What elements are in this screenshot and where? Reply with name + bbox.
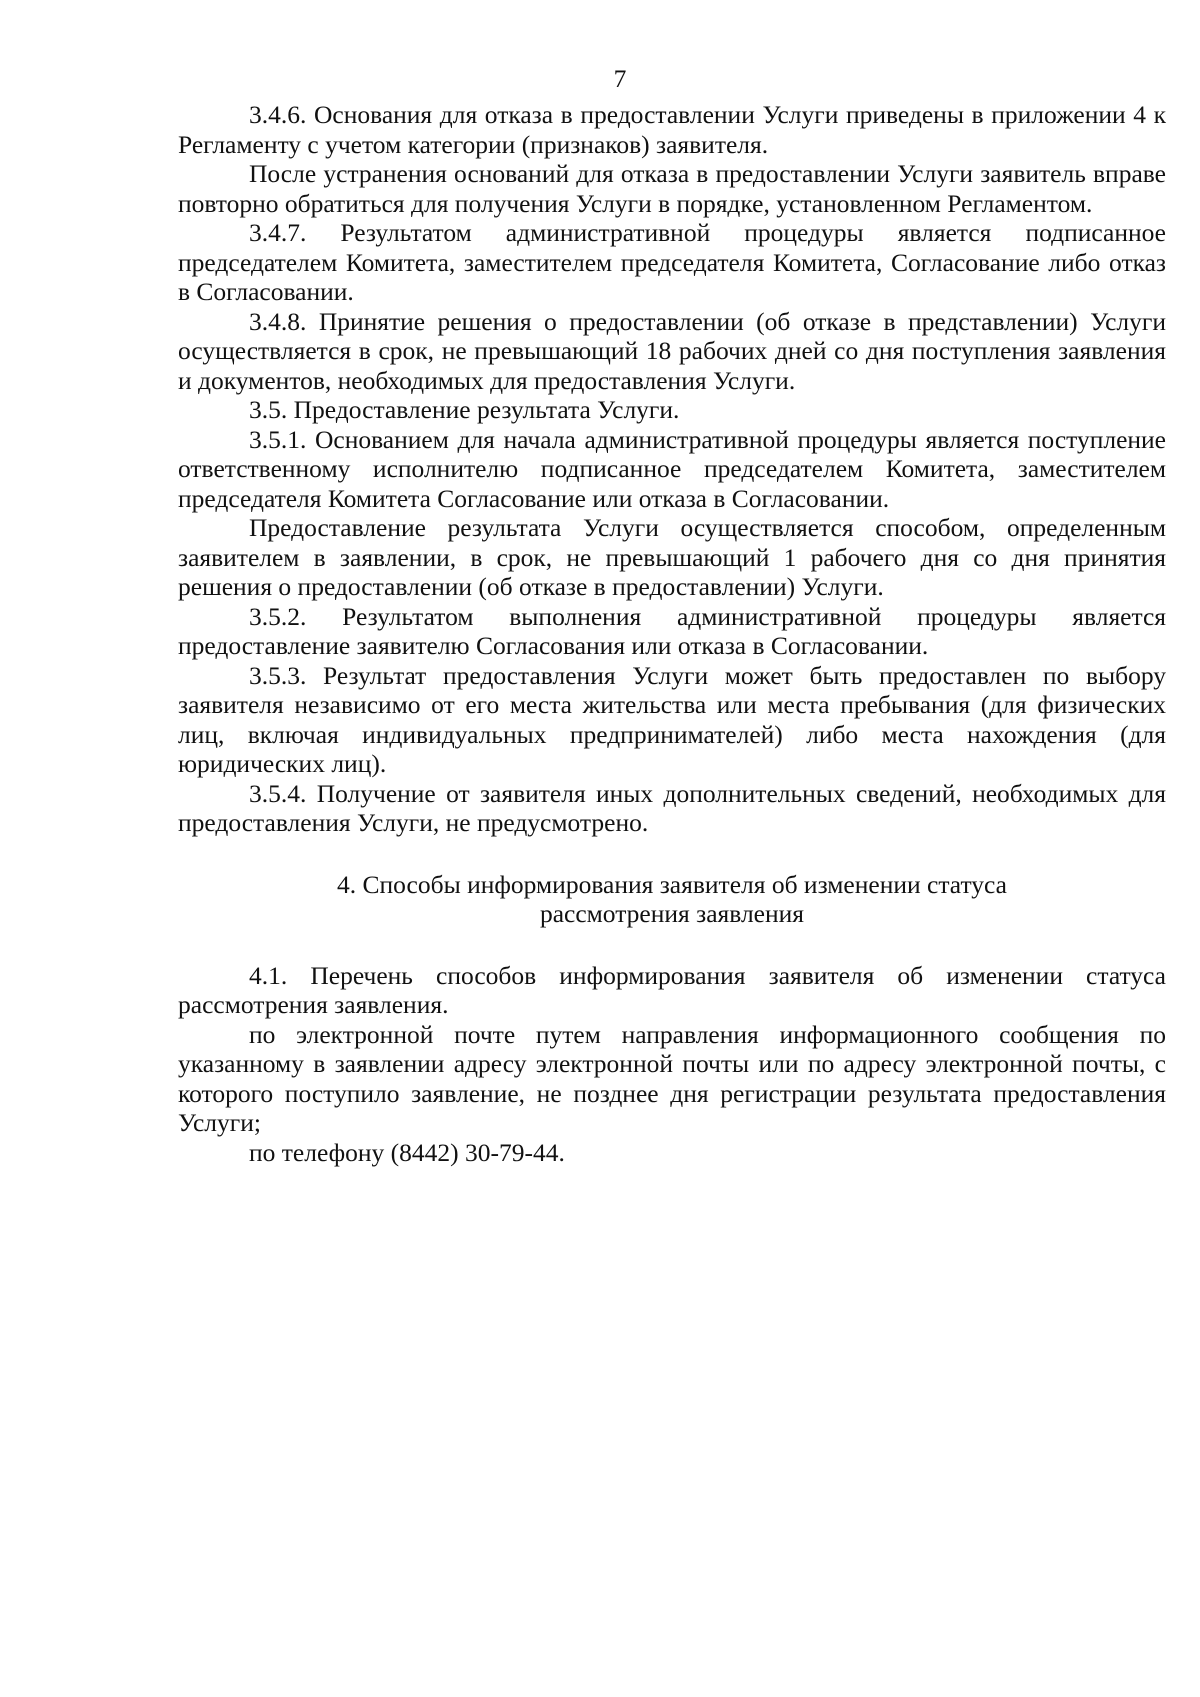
section-heading (178, 870, 1166, 929)
paragraph-repeat-application: После устранения оснований для отказа в предоставлении Услуги заявитель вправе повторно обратиться для получения Услуги в порядке, установленном Регламентом. (178, 159, 1166, 218)
paragraph-4-1: 4.1. Перечень способов информирования заявителя об изменении статуса рассмотрения заявления. (178, 960, 1166, 1019)
section-heading-text: 4. Способы информирования заявителя об изменении статуса рассмотрения заявления (337, 869, 1007, 928)
paragraph-3-5-2: 3.5.2. Результатом выполнения административной процедуры является предоставление заявителю Согласования или отказа в Согласовании. (178, 601, 1166, 660)
paragraph-result-delivery: Предоставление результата Услуги осуществляется способом, определенным заявителем в заявлении, в срок, не превышающий 1 рабочего дня со дня принятия решения о предоставлении (об отказе в предоставлении) Услуги. (178, 513, 1166, 601)
document-body (178, 100, 1166, 1167)
paragraph-phone-method: по телефону (8442) 30-79-44. (249, 1137, 565, 1167)
paragraph-3-5-4: 3.5.4. Получение от заявителя иных дополнительных сведений, необходимых для предоставления Услуги, не предусмотрено. (178, 778, 1166, 837)
page-number: 7 (613, 64, 627, 93)
paragraph-3-4-8: 3.4.8. Принятие решения о предоставлении (об отказе в представлении) Услуги осуществляется в срок, не превышающий 18 рабочих дней со дня поступления заявления и документов, необходимых для предоставления Услуги. (178, 306, 1166, 395)
paragraph-3-5: 3.5. Предоставление результата Услуги. (249, 395, 680, 424)
paragraph-3-4-6: 3.4.6. Основания для отказа в предоставлении Услуги приведены в приложении 4 к Регламенту с учетом категории (признаков) заявителя. (178, 100, 1166, 159)
paragraph-email-method: по электронной почте путем направления информационного сообщения по указанному в заявлении адресу электронной почты или по адресу электронной почты, с которого поступило заявление, не позднее дня регистрации результата предоставления Услуги; (178, 1019, 1166, 1137)
paragraph-3-5-1: 3.5.1. Основанием для начала административной процедуры является поступление ответственному исполнителю подписанное председателем Комитета, заместителем председателя Комитета Согласование или отказа в Согласовании. (178, 424, 1166, 513)
paragraph-3-4-7: 3.4.7. Результатом административной процедуры является подписанное председателем Комитета, заместителем председателя Комитета, Согласование либо отказ в Согласовании. (178, 218, 1166, 306)
paragraph-3-5-3: 3.5.3. Результат предоставления Услуги может быть предоставлен по выбору заявителя независимо от его места жительства или места пребывания (для физических лиц, включая индивидуальных предпринимателей) либо места нахождения (для юридических лиц). (178, 660, 1166, 778)
